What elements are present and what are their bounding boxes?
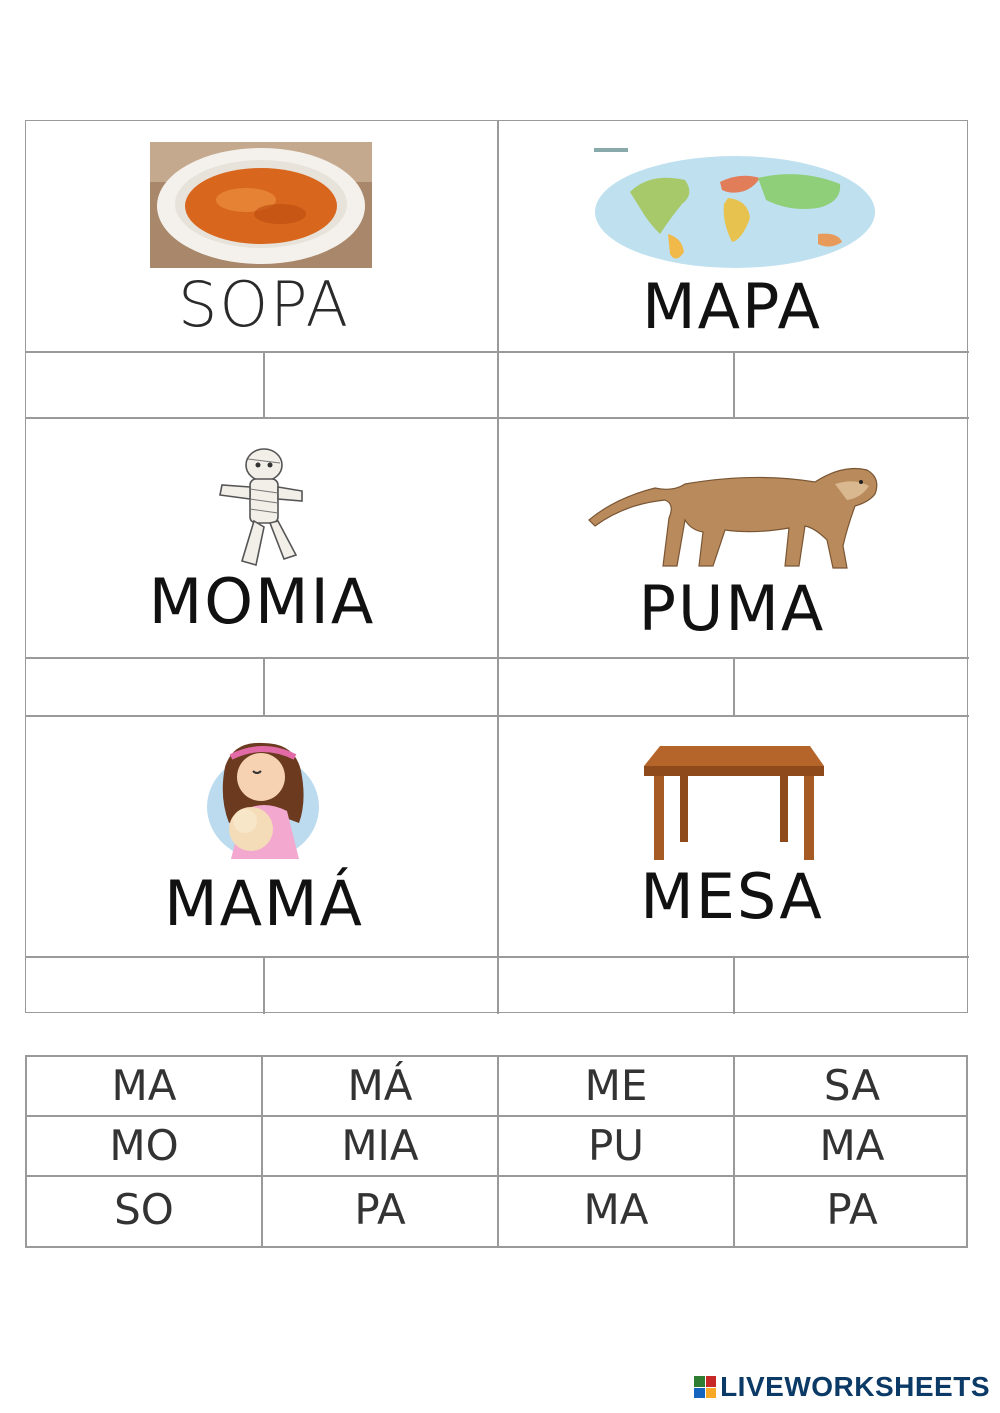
syllable-tile[interactable]: MO [109, 1121, 179, 1170]
card-word-mapa: MAPA [642, 270, 822, 343]
syllable-tile[interactable]: MA [111, 1061, 177, 1110]
syllable-tile[interactable]: SO [114, 1185, 174, 1234]
answer-box-sopa-1[interactable] [28, 353, 262, 416]
syllable-divider [261, 1057, 263, 1246]
logo-mark-icon [694, 1376, 716, 1398]
soup-bowl-picture [150, 142, 372, 268]
grid-divider [26, 417, 969, 419]
card-word-puma: PUMA [638, 572, 826, 645]
answer-box-puma-1[interactable] [499, 659, 732, 714]
syllable-tile[interactable]: MIA [341, 1121, 419, 1170]
liveworksheets-logo [694, 1371, 990, 1403]
syllable-tile[interactable]: SA [823, 1061, 881, 1110]
syllable-divider [27, 1175, 966, 1177]
logo-text: LIVEWORKSHEETS [720, 1371, 990, 1402]
syllable-divider [27, 1115, 966, 1117]
card-word-momia: MOMIA [148, 565, 376, 638]
card-word-mesa: MESA [640, 860, 824, 933]
answer-box-momia-1[interactable] [28, 659, 262, 714]
answer-box-mapa-2[interactable] [735, 353, 966, 416]
world-map-picture [590, 142, 880, 272]
syllable-divider [497, 1057, 499, 1246]
card-word-sopa: SOPA [178, 268, 350, 341]
syllable-tile[interactable]: PA [826, 1185, 878, 1234]
answer-box-mama-1[interactable] [28, 958, 262, 1012]
syllable-tile[interactable]: MA [583, 1185, 649, 1234]
mother-with-baby-picture [203, 737, 323, 862]
answer-box-puma-2[interactable] [735, 659, 966, 714]
grid-divider [26, 715, 969, 717]
syllable-table [25, 1055, 968, 1248]
syllable-tile[interactable]: MÁ [347, 1061, 413, 1110]
syllable-divider [733, 1057, 735, 1246]
answer-box-sopa-2[interactable] [265, 353, 496, 416]
answer-box-mesa-2[interactable] [735, 958, 966, 1012]
card-word-mama: MAMÁ [164, 867, 364, 940]
puma-picture [585, 448, 885, 573]
syllable-tile[interactable]: ME [584, 1061, 648, 1110]
table-picture [640, 740, 826, 860]
answer-box-momia-2[interactable] [265, 659, 496, 714]
mummy-picture [212, 443, 312, 573]
answer-box-mapa-1[interactable] [499, 353, 732, 416]
grid-divider-center [497, 121, 499, 1014]
answer-box-mesa-1[interactable] [499, 958, 732, 1012]
syllable-tile[interactable]: PA [354, 1185, 406, 1234]
answer-box-mama-2[interactable] [265, 958, 496, 1012]
syllable-tile[interactable]: MA [819, 1121, 885, 1170]
syllable-tile[interactable]: PU [587, 1121, 645, 1170]
